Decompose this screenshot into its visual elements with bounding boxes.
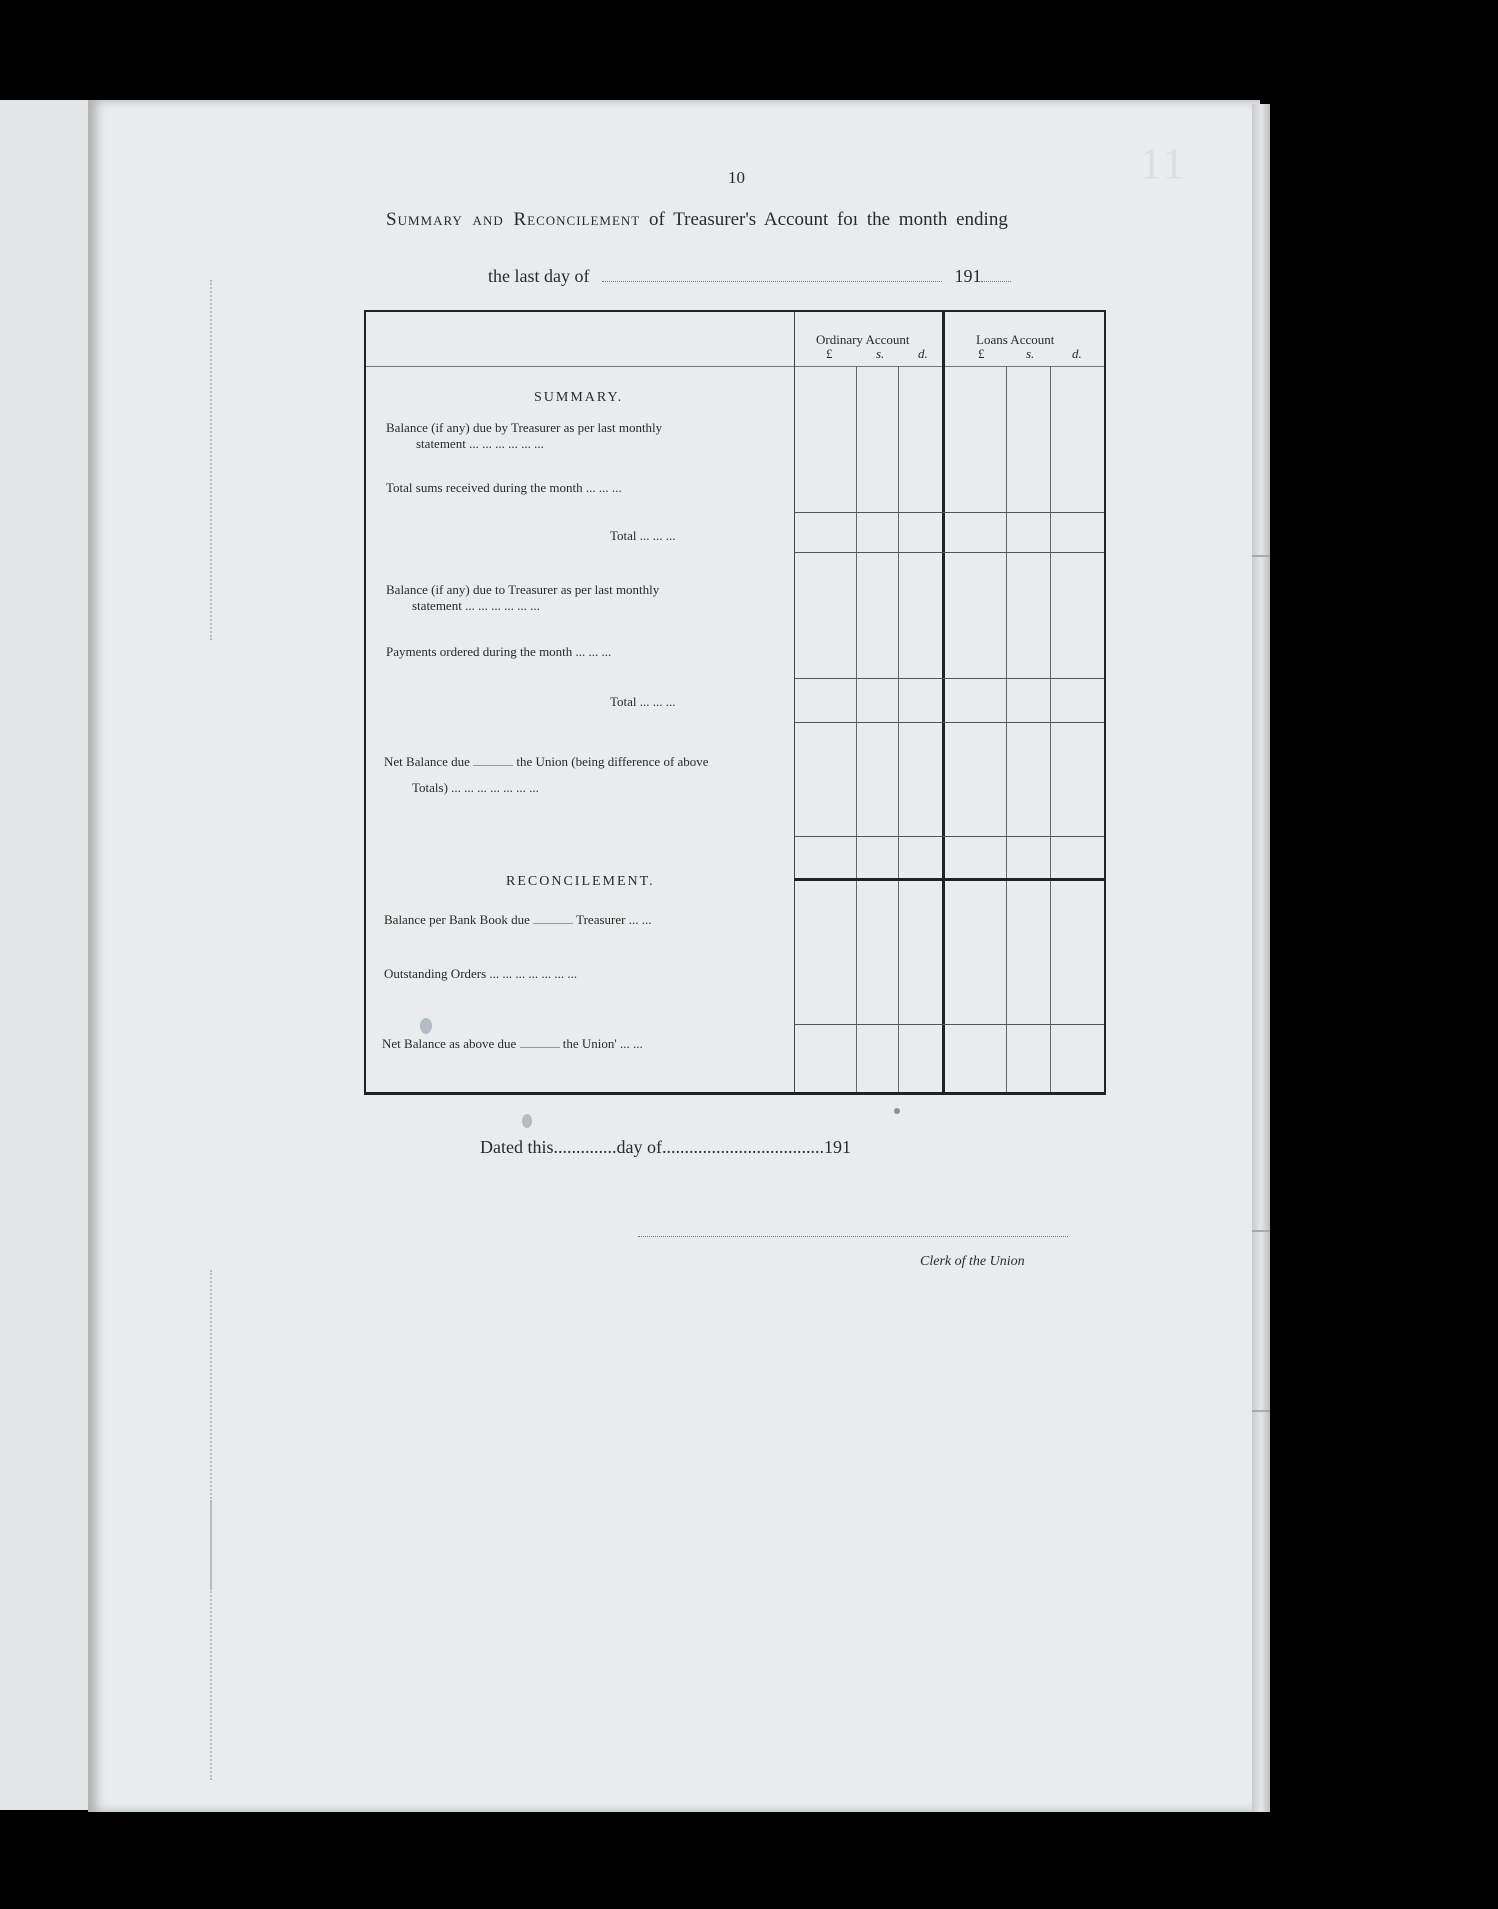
page-edge-line	[1252, 1410, 1270, 1412]
page-heading	[386, 209, 1008, 231]
page-edge	[1252, 104, 1270, 1812]
sum-rule	[794, 722, 1104, 723]
signature-line	[638, 1234, 1068, 1237]
loans-pence-header: d.	[1072, 346, 1082, 361]
page-edge-line	[1252, 1230, 1270, 1232]
account-divider	[942, 312, 945, 1092]
perforation-dots	[210, 1500, 214, 1780]
row-net-balance-cont: Totals) ... ... ... ... ... ... ...	[412, 780, 539, 795]
blank	[533, 923, 573, 924]
sum-rule	[794, 836, 1104, 837]
header-rule	[366, 366, 1104, 367]
net-recon-label-rest: the Union' ... ...	[562, 1036, 643, 1051]
summary-title: SUMMARY.	[534, 390, 624, 405]
sum-rule	[794, 1024, 1104, 1025]
col-divider	[794, 312, 795, 1092]
ordinary-pound-header: £	[826, 346, 833, 361]
loans-pound-header: £	[978, 346, 985, 361]
row-balance-to-cont: statement ... ... ... ... ... ...	[412, 598, 540, 613]
bank-book-label-rest: Treasurer ... ...	[576, 912, 652, 927]
page-edge-line	[1252, 555, 1270, 557]
section-rule	[794, 878, 1104, 881]
clerk-label: Clerk of the Union	[920, 1254, 1025, 1269]
row-balance-by-cont: statement ... ... ... ... ... ...	[416, 436, 544, 451]
subheading	[488, 266, 1011, 287]
account-table	[364, 310, 1106, 1095]
ink-speck	[522, 1114, 532, 1128]
heading-smallcaps: Summary and Reconcilement	[386, 209, 641, 230]
page-number: 10	[728, 168, 745, 187]
col-divider	[1006, 366, 1007, 1092]
blank	[473, 765, 513, 766]
sum-rule	[794, 552, 1104, 553]
ink-speck	[894, 1108, 900, 1114]
ordinary-account-header: Ordinary Account	[816, 332, 910, 347]
sum-rule	[794, 512, 1104, 513]
loans-account-header: Loans Account	[976, 332, 1055, 347]
col-divider	[1050, 366, 1051, 1092]
blank	[520, 1047, 560, 1048]
loans-shilling-header: s.	[1026, 346, 1035, 361]
net-balance-label-rest: the Union (being difference of above	[516, 754, 709, 769]
row-total-received: Total sums received during the month ... ... ...	[386, 480, 622, 495]
col-divider	[856, 366, 857, 1092]
subheading-year: 191	[954, 266, 982, 286]
bank-book-label: Balance per Bank Book due	[384, 912, 530, 927]
row-payments: Payments ordered during the month ... ... ...	[386, 644, 612, 659]
ordinary-pence-header: d.	[918, 346, 928, 361]
net-recon-label: Net Balance as above due	[382, 1036, 517, 1051]
row-outstanding: Outstanding Orders ... ... ... ... ... ... ...	[384, 966, 578, 981]
show-through-number: 11	[1140, 139, 1187, 188]
row-bank-book	[384, 912, 651, 928]
row-total: Total ... ... ...	[610, 694, 676, 709]
sum-rule	[794, 678, 1104, 679]
ordinary-shilling-header: s.	[876, 346, 885, 361]
reconcilement-title: RECONCILEMENT.	[506, 874, 655, 889]
date-blank	[602, 281, 942, 282]
year-blank	[981, 281, 1011, 282]
net-balance-label: Net Balance due	[384, 754, 470, 769]
dated-line: Dated this..............day of....................................191	[480, 1137, 851, 1157]
perforation-dots	[210, 280, 214, 640]
row-net-balance	[384, 754, 709, 770]
row-balance-by: Balance (if any) due by Treasurer as per last monthly	[386, 420, 663, 435]
col-divider	[898, 366, 899, 1092]
left-page	[0, 100, 100, 1810]
heading-rest: of Treasurer's Account foı the month ending	[649, 209, 1008, 230]
row-balance-to: Balance (if any) due to Treasurer as per last monthly	[386, 582, 660, 597]
subheading-prefix: the last day of	[488, 266, 590, 286]
ink-speck	[420, 1018, 432, 1034]
row-total: Total ... ... ...	[610, 528, 676, 543]
row-net-balance-recon	[382, 1036, 643, 1052]
